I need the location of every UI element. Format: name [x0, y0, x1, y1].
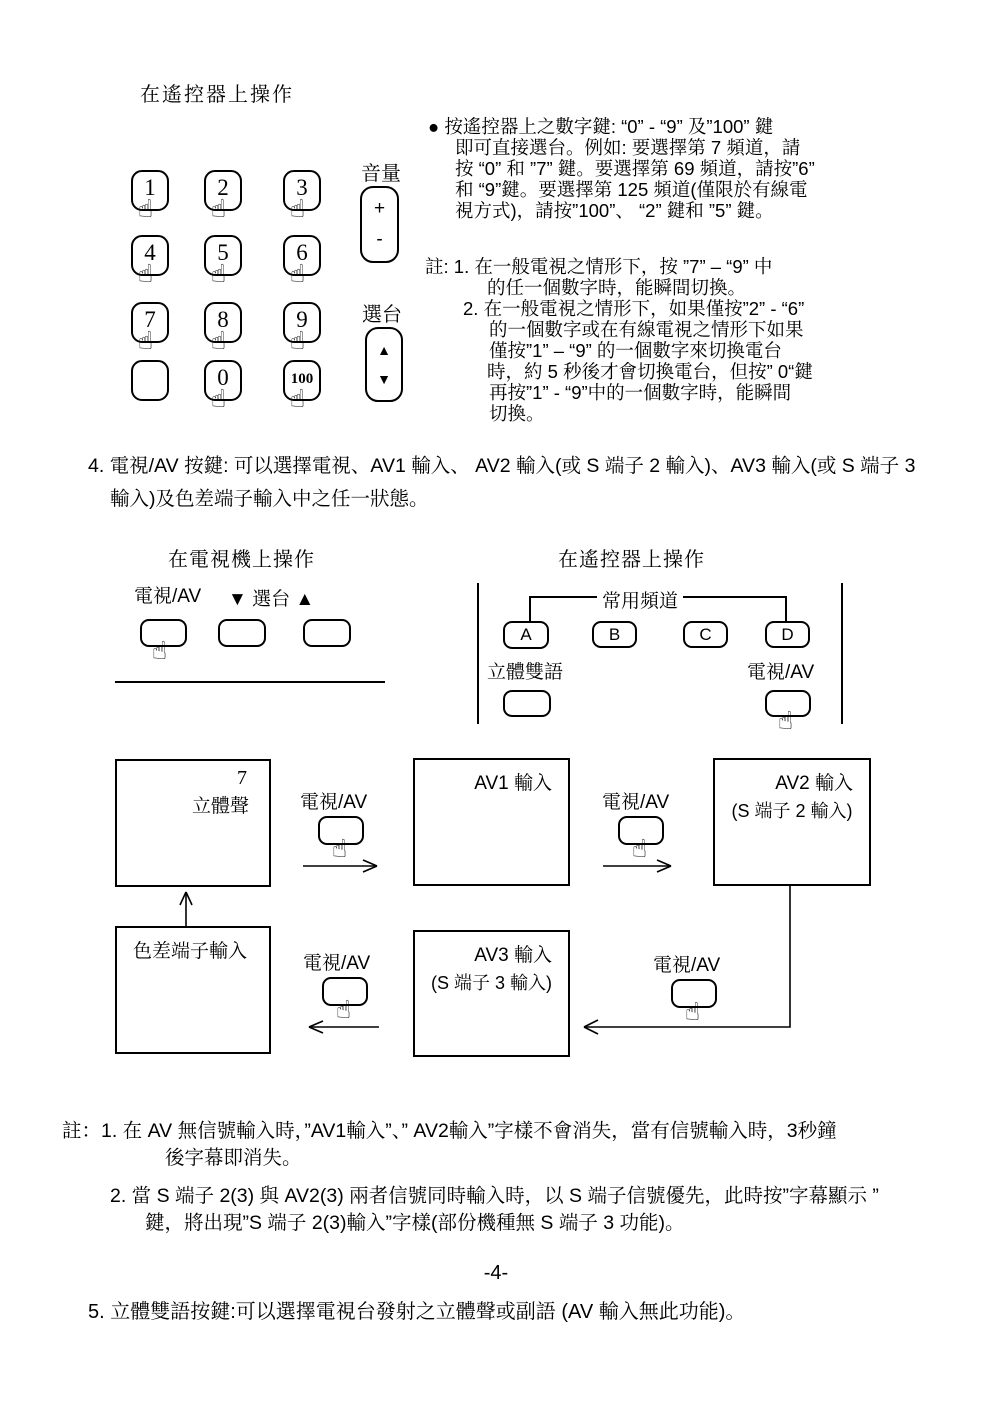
- remote-key-9: 9: [283, 302, 321, 343]
- pointing-hand-icon: ☝: [685, 997, 701, 1026]
- remote-panel-title: 在遙控器上操作: [558, 549, 705, 571]
- note-line: 2. 在一般電視之情形下，如果僅按”2” - “6”: [463, 298, 805, 319]
- remote-key-7: 7: [131, 302, 169, 343]
- remote-key-100: 100: [283, 360, 321, 401]
- flow-tv-av-label-3: 電視/AV: [653, 955, 721, 976]
- flow-box-av2-line2: (S 端子 2 輸入): [731, 801, 853, 821]
- triangle-up-icon: ▲: [377, 342, 391, 358]
- arrow-right-icon: [303, 858, 381, 874]
- bullet-line: 即可直接選台。例如: 要選擇第 7 頻道，請: [455, 137, 801, 158]
- tv-channel-down-button: [218, 619, 266, 647]
- section4-line1: 4. 電視/AV 按鍵: 可以選擇電視、AV1 輸入、 AV2 輸入(或 S 端子 2 輸入)、AV3 輸入(或 S 端子 3: [88, 455, 916, 477]
- pointing-hand-icon: ☝: [778, 706, 794, 735]
- pointing-hand-icon: ☝: [290, 259, 306, 288]
- remote-key-6: 6: [283, 235, 321, 276]
- note-paragraph: [425, 256, 813, 424]
- stereo-bilingual-label: 立體雙語: [487, 662, 564, 683]
- flow-box-stereo: [115, 759, 271, 887]
- pointing-hand-icon: ☝: [332, 834, 348, 863]
- pointing-hand-icon: ☝: [211, 259, 227, 288]
- bullet-line: 視方式)，請按”100”、 “2” 鍵和 ”5” 鍵。: [455, 200, 774, 221]
- flow-box-component: [115, 926, 271, 1054]
- pointing-hand-icon: ☝: [336, 995, 352, 1024]
- pointing-hand-icon: ☝: [211, 326, 227, 355]
- pointing-hand-icon: ☝: [138, 326, 154, 355]
- volume-label: 音量: [361, 163, 401, 185]
- flow-tv-av-label-1: 電視/AV: [300, 792, 368, 813]
- remote-key-5: 5: [204, 235, 242, 276]
- note-line: 再按”1” - “9”中的一個數字時，能瞬間: [489, 382, 792, 403]
- note-line: 切換。: [489, 403, 545, 424]
- flow-box-av3: [413, 930, 570, 1057]
- bottom-note1-line1: 註：1. 在 AV 無信號輸入時，”AV1輸入”、” AV2輸入”字樣不會消失，當有信號輸入時，3秒鐘: [62, 1120, 837, 1142]
- note-line: 註: 1. 在一般電視之情形下，按 ”7” – “9” 中: [425, 256, 773, 277]
- remote-key-3: 3: [283, 170, 321, 211]
- remote-key-8: 8: [204, 302, 242, 343]
- arrow-right-icon: [603, 858, 675, 874]
- pointing-hand-icon: ☝: [138, 259, 154, 288]
- tv-panel-title: 在電視機上操作: [168, 549, 315, 571]
- group-bracket-right-drop: [785, 596, 787, 623]
- bottom-note1-line2: 後字幕即消失。: [165, 1147, 302, 1169]
- remote-button-c: C: [683, 621, 728, 648]
- pointing-hand-icon: ☝: [290, 326, 306, 355]
- bottom-note2-line1: 2. 當 S 端子 2(3) 與 AV2(3) 兩者信號同時輸入時，以 S 端子信號優先，此時按”字幕顯示 ”: [110, 1185, 879, 1207]
- channel-button: [365, 327, 403, 402]
- remote-button-a: A: [503, 621, 549, 649]
- remote-button-d: D: [765, 621, 810, 648]
- flow-tv-av-label-2: 電視/AV: [602, 792, 670, 813]
- triangle-down-icon: ▼: [377, 371, 391, 387]
- volume-button: [360, 186, 399, 263]
- bottom-note2-line2: 鍵，將出現”S 端子 2(3)輸入”字樣(部份機種無 S 端子 3 功能)。: [145, 1212, 685, 1234]
- bullet-line: 按 “0” 和 ”7” 鍵。要選擇第 69 頻道，請按”6”: [455, 158, 815, 179]
- remote-key-1: 1: [131, 170, 169, 211]
- flow-box-stereo-channel: 7: [237, 767, 247, 789]
- pointing-hand-icon: ☝: [138, 194, 154, 223]
- group-label: 常用頻道: [597, 586, 683, 613]
- bullet-line: 和 “9”鍵。要選擇第 125 頻道(僅限於有線電: [455, 179, 808, 200]
- channel-label: 選台: [362, 304, 402, 326]
- divider-line: [115, 681, 385, 683]
- remote-key-blank: [131, 360, 169, 401]
- item5-text: 5. 立體雙語按鍵:可以選擇電視台發射之立體聲或副語 (AV 輸入無此功能)。: [88, 1301, 746, 1323]
- arrow-up-icon: [176, 888, 196, 928]
- flow-box-component-text: 色差端子輸入: [133, 941, 248, 962]
- stereo-bilingual-button: [503, 690, 551, 717]
- remote-key-0: 0: [204, 360, 242, 401]
- flow-tv-av-label-4: 電視/AV: [303, 953, 371, 974]
- pointing-hand-icon: ☝: [152, 636, 168, 665]
- page-number: -4-: [483, 1262, 509, 1284]
- note-line: 時，約 5 秒後才會切換電台，但按” 0“鍵: [487, 361, 813, 382]
- tv-channel-label: ▼ 選台 ▲: [228, 589, 315, 610]
- arrow-left-icon: [303, 1019, 381, 1035]
- panel-right-bar: [841, 583, 843, 724]
- bullet-line: ● 按遙控器上之數字鍵: “0” - “9” 及”100” 鍵: [428, 116, 774, 137]
- remote-tv-av-label: 電視/AV: [747, 662, 815, 683]
- pointing-hand-icon: ☝: [290, 384, 306, 413]
- pointing-hand-icon: ☝: [290, 194, 306, 223]
- remote-key-4: 4: [131, 235, 169, 276]
- flow-box-av3-line2: (S 端子 3 輸入): [430, 973, 552, 993]
- group-bracket-left-drop: [529, 596, 531, 623]
- note-line: 的任一個數字時，能瞬間切換。: [487, 277, 747, 298]
- tv-channel-up-button: [303, 619, 351, 647]
- minus-icon: -: [376, 229, 383, 251]
- flow-box-av1-text: AV1 輸入: [474, 773, 552, 794]
- remote-button-b: B: [592, 621, 637, 648]
- note-line: 僅按”1” – “9” 的一個數字來切換電台: [489, 340, 782, 361]
- pointing-hand-icon: ☝: [211, 384, 227, 413]
- flow-box-av3-line1: AV3 輸入: [474, 945, 552, 966]
- flow-box-av1: [413, 758, 570, 886]
- remote-key-2: 2: [204, 170, 242, 211]
- section4-line2: 輸入)及色差端子輸入中之任一狀態。: [110, 488, 429, 510]
- bullet-paragraph: [428, 116, 815, 221]
- pointing-hand-icon: ☝: [632, 834, 648, 863]
- section-title-remote-operation: 在遙控器上操作: [140, 84, 294, 106]
- plus-icon: +: [373, 197, 386, 219]
- tv-av-label: 電視/AV: [134, 586, 202, 607]
- flow-box-stereo-text: 立體聲: [191, 796, 249, 817]
- flow-box-av2-line1: AV2 輸入: [775, 773, 853, 794]
- panel-left-bar: [477, 583, 479, 724]
- note-line: 的一個數字或在有線電視之情形下如果: [489, 319, 804, 340]
- pointing-hand-icon: ☝: [211, 194, 227, 223]
- flow-box-av2: [713, 758, 871, 886]
